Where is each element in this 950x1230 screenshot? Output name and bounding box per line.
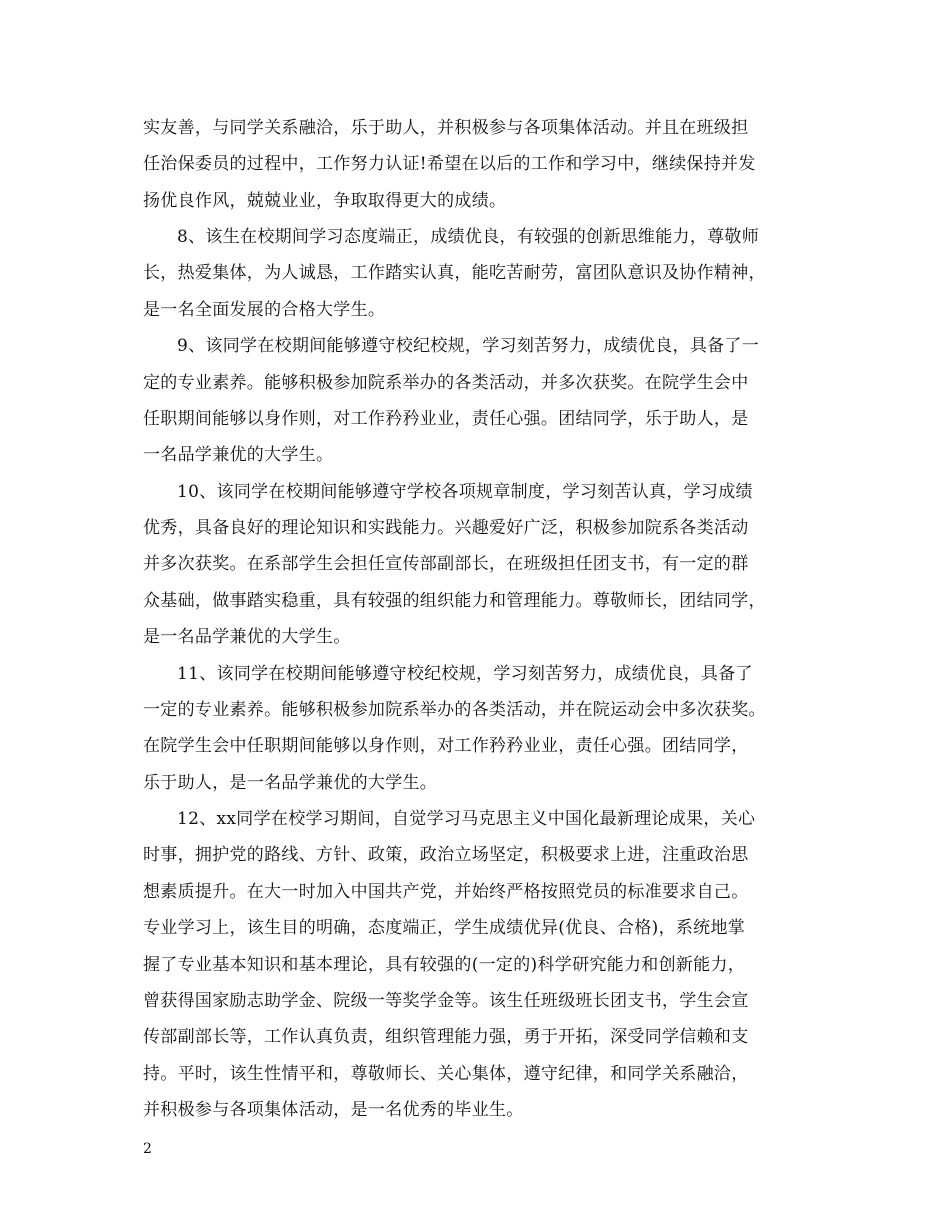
text-line: 优秀，具备良好的理论知识和实践能力。兴趣爱好广泛，积极参加院系各类活动 (143, 518, 749, 538)
paragraph-first-line: 10、该同学在校期间能够遵守学校各项规章制度，学习刻苦认真，学习成绩 (177, 482, 753, 502)
text-line: 实友善，与同学关系融洽，乐于助人，并积极参与各项集体活动。并且在班级担 (143, 118, 749, 138)
text-line: 并积极参与各项集体活动，是一名优秀的毕业生。 (143, 1100, 524, 1120)
text-line: 是一名品学兼优的大学生。 (143, 627, 351, 647)
text-line: 在院学生会中任职期间能够以身作则，对工作矜矜业业，责任心强。团结同学， (143, 736, 749, 756)
paragraph-first-line: 11、该同学在校期间能够遵守校纪校规，学习刻苦努力，成绩优良，具备了 (177, 664, 753, 684)
text-line: 扬优良作风，兢兢业业，争取取得更大的成绩。 (143, 191, 507, 211)
paragraph-first-line: 9、该同学在校期间能够遵守校纪校规，学习刻苦努力，成绩优良，具备了一 (177, 336, 760, 356)
text-line: 任职期间能够以身作则，对工作矜矜业业，责任心强。团结同学，乐于助人，是 (143, 409, 749, 429)
text-line: 传部副部长等，工作认真负责，组织管理能力强，勇于开拓，深受同学信赖和支 (143, 1027, 749, 1047)
text-line: 一名品学兼优的大学生。 (143, 445, 334, 465)
text-line: 想素质提升。在大一时加入中国共产党，并始终严格按照党员的标准要求自己。 (143, 882, 749, 902)
text-line: 一定的专业素养。能够积极参加院系举办的各类活动，并在院运动会中多次获奖。 (143, 700, 766, 720)
text-line: 长，热爱集体，为人诚恳，工作踏实认真，能吃苦耐劳，富团队意识及协作精神， (143, 263, 766, 283)
text-line: 是一名全面发展的合格大学生。 (143, 300, 386, 320)
text-line: 任治保委员的过程中，工作努力认证!希望在以后的工作和学习中，继续保持并发 (143, 154, 756, 174)
text-line: 时事，拥护党的路线、方针、政策，政治立场坚定，积极要求上进，注重政治思 (143, 845, 749, 865)
paragraph-first-line: 12、xx同学在校学习期间，自觉学习马克思主义中国化最新理论成果，关心 (177, 809, 756, 829)
text-line: 持。平时，该生性情平和，尊敬师长、关心集体，遵守纪律，和同学关系融洽， (143, 1064, 749, 1084)
text-line: 乐于助人，是一名品学兼优的大学生。 (143, 773, 438, 793)
paragraph-first-line: 8、该生在校期间学习态度端正，成绩优良，有较强的创新思维能力，尊敬师 (177, 227, 760, 247)
page-number: 2 (143, 1141, 152, 1157)
text-line: 并多次获奖。在系部学生会担任宣传部副部长，在班级担任团支书，有一定的群 (143, 554, 749, 574)
text-line: 握了专业基本知识和基本理论，具有较强的(一定的)科学研究能力和创新能力， (143, 955, 746, 975)
text-line: 曾获得国家励志助学金、院级一等奖学金等。该生任班级班长团支书，学生会宣 (143, 991, 749, 1011)
text-line: 定的专业素养。能够积极参加院系举办的各类活动，并多次获奖。在院学生会中 (143, 373, 749, 393)
text-line: 众基础，做事踏实稳重，具有较强的组织能力和管理能力。尊敬师长，团结同学， (143, 591, 766, 611)
text-line: 专业学习上，该生目的明确，态度端正，学生成绩优异(优良、合格)，系统地掌 (143, 918, 746, 938)
